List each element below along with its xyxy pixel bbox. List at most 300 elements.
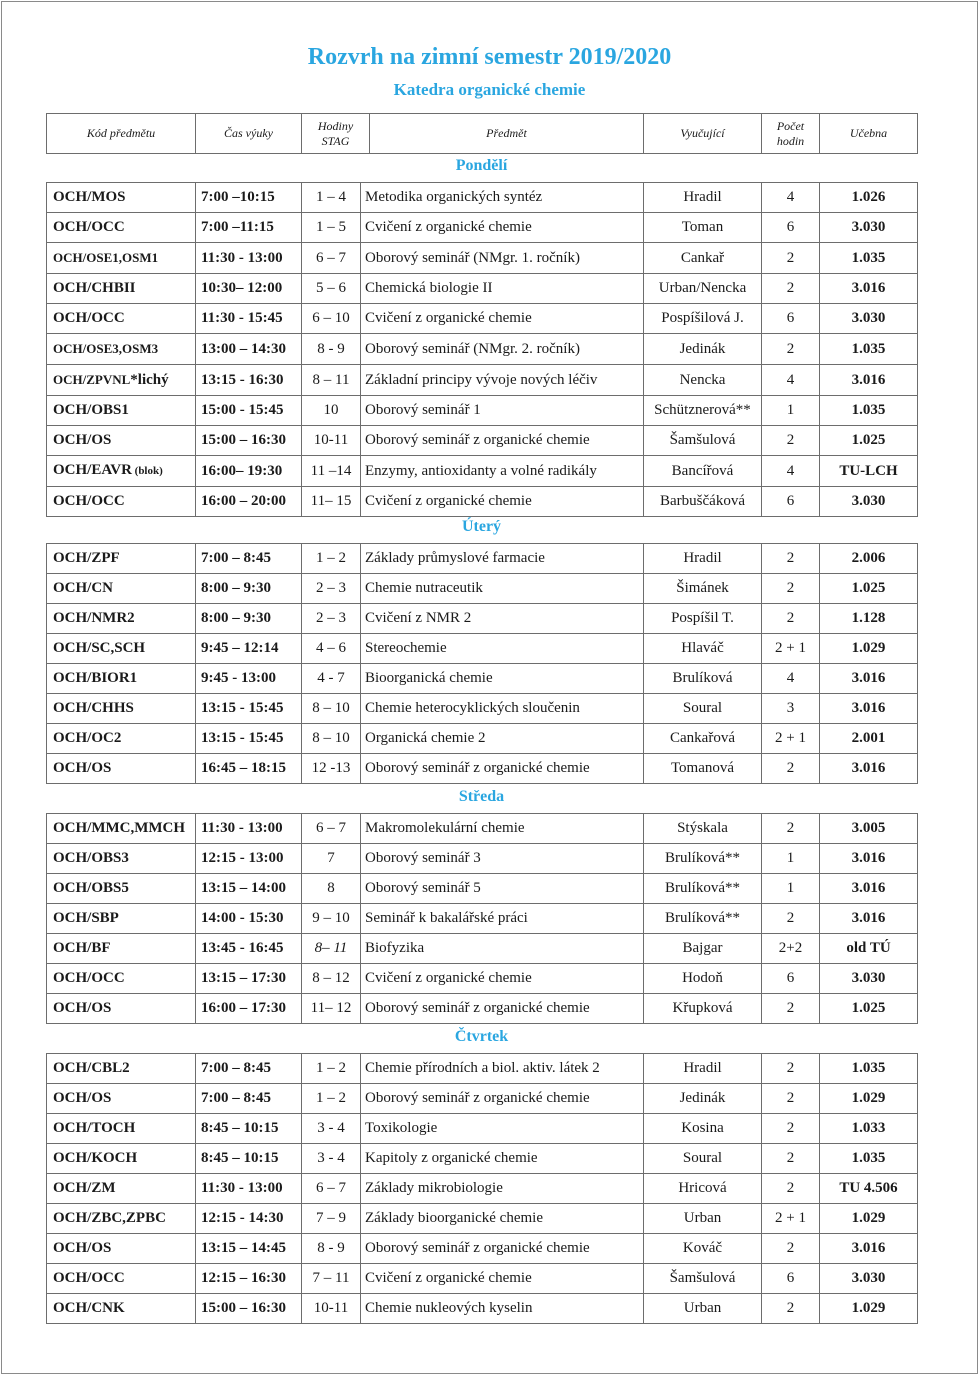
cell-count: 2 (762, 544, 820, 574)
cell-count: 6 (762, 304, 820, 334)
cell-room: 1.035 (820, 1054, 918, 1084)
cell-code (47, 874, 196, 904)
header-teacher: Vyučující (644, 114, 762, 154)
cell-stag: 10-11 (302, 1294, 361, 1324)
course-code: OCH/SC,SCH (53, 640, 146, 656)
cell-room: 3.016 (820, 904, 918, 934)
course-code: OCH/OBS3 (53, 850, 129, 866)
course-code: OCH/OSE3,OSM3 (53, 341, 159, 356)
cell-stag: 4 – 6 (302, 634, 361, 664)
cell-room: 2.006 (820, 544, 918, 574)
cell-teacher: Šimánek (644, 574, 762, 604)
table-row (47, 694, 918, 724)
cell-stag: 8 - 9 (302, 1234, 361, 1264)
cell-room: 1.035 (820, 396, 918, 426)
cell-stag: 1 – 4 (302, 183, 361, 213)
cell-count: 2 (762, 1234, 820, 1264)
cell-count: 2 (762, 994, 820, 1024)
cell-time: 13:00 – 14:30 (196, 334, 302, 365)
cell-time: 8:45 – 10:15 (196, 1114, 302, 1144)
cell-stag: 3 - 4 (302, 1144, 361, 1174)
cell-time: 13:15 – 17:30 (196, 964, 302, 994)
cell-count: 6 (762, 1264, 820, 1294)
cell-time: 16:45 – 18:15 (196, 754, 302, 784)
course-code: OCH/OS (53, 1090, 112, 1106)
cell-stag: 4 - 7 (302, 664, 361, 694)
cell-time: 7:00 – 8:45 (196, 1054, 302, 1084)
cell-code (47, 844, 196, 874)
cell-stag: 8 – 10 (302, 724, 361, 754)
course-code: OCH/CN (53, 580, 113, 596)
cell-stag: 2 – 3 (302, 604, 361, 634)
cell-room: 1.035 (820, 1144, 918, 1174)
course-code: OCH/NMR2 (53, 610, 135, 626)
cell-subject: Oborový seminář (NMgr. 1. ročník) (361, 243, 644, 274)
cell-teacher: Bancířová (644, 456, 762, 487)
cell-code (47, 1234, 196, 1264)
cell-count: 2 (762, 1294, 820, 1324)
cell-subject: Oborový seminář z organické chemie (361, 1234, 644, 1264)
cell-teacher: Jedinák (644, 334, 762, 365)
page-title: Rozvrh na zimní semestr 2019/2020 (307, 44, 672, 70)
table-row (47, 1174, 918, 1204)
course-code: OCH/OS (53, 760, 112, 776)
cell-room: 3.030 (820, 1264, 918, 1294)
cell-stag: 7 – 11 (302, 1264, 361, 1294)
course-code: OCH/OCC (53, 310, 125, 326)
cell-subject: Oborový seminář 1 (361, 396, 644, 426)
course-code: OCH/OS (53, 1000, 112, 1016)
cell-room: old TÚ (820, 934, 918, 964)
cell-count: 2 + 1 (762, 724, 820, 754)
cell-count: 2 (762, 1174, 820, 1204)
cell-count: 2 (762, 754, 820, 784)
cell-teacher: Jedinák (644, 1084, 762, 1114)
cell-room: 1.025 (820, 994, 918, 1024)
cell-teacher: Hradil (644, 183, 762, 213)
cell-count: 2+2 (762, 934, 820, 964)
cell-time: 14:00 - 15:30 (196, 904, 302, 934)
course-code: OCH/OBS1 (53, 402, 129, 418)
cell-teacher: Brulíková** (644, 904, 762, 934)
cell-code (47, 694, 196, 724)
course-code: OCH/OCC (53, 219, 125, 235)
header-code: Kód předmětu (47, 114, 196, 154)
course-code: OCH/ZBC,ZPBC (53, 1210, 166, 1226)
cell-count: 2 (762, 334, 820, 365)
cell-subject: Oborový seminář z organické chemie (361, 994, 644, 1024)
cell-code (47, 365, 196, 396)
cell-time: 7:00 –11:15 (196, 213, 302, 243)
cell-subject: Bioorganická chemie (361, 664, 644, 694)
cell-code (47, 754, 196, 784)
cell-code (47, 604, 196, 634)
cell-teacher: Hlaváč (644, 634, 762, 664)
cell-teacher: Soural (644, 694, 762, 724)
cell-time: 13:15 - 15:45 (196, 724, 302, 754)
day-heading: Úterý (461, 518, 502, 535)
course-code: OCH/BF (53, 940, 111, 956)
cell-teacher: Barbuščáková (644, 487, 762, 517)
table-row (47, 243, 918, 274)
cell-subject: Základy bioorganické chemie (361, 1204, 644, 1234)
cell-stag: 8 - 9 (302, 334, 361, 365)
cell-subject: Cvičení z NMR 2 (361, 604, 644, 634)
table-row (47, 844, 918, 874)
header-count-line2: hodin (776, 133, 805, 148)
cell-time: 12:15 – 16:30 (196, 1264, 302, 1294)
course-code: OCH/ZPF (53, 550, 120, 566)
cell-subject: Oborový seminář z organické chemie (361, 754, 644, 784)
cell-time: 13:15 - 15:45 (196, 694, 302, 724)
cell-teacher: Tomanová (644, 754, 762, 784)
cell-time: 8:00 – 9:30 (196, 574, 302, 604)
cell-stag: 6 – 10 (302, 304, 361, 334)
course-code: OCH/ZM (53, 1180, 116, 1196)
cell-subject: Základy mikrobiologie (361, 1174, 644, 1204)
cell-subject: Základy průmyslové farmacie (361, 544, 644, 574)
cell-code (47, 544, 196, 574)
cell-count: 2 + 1 (762, 1204, 820, 1234)
cell-subject: Enzymy, antioxidanty a volné radikály (361, 456, 644, 487)
cell-time: 7:00 –10:15 (196, 183, 302, 213)
cell-teacher: Brulíková** (644, 874, 762, 904)
table-row (47, 964, 918, 994)
cell-room: 3.016 (820, 274, 918, 304)
cell-code (47, 1114, 196, 1144)
course-code: OCH/OS (53, 1240, 112, 1256)
table-row (47, 1084, 918, 1114)
cell-subject: Stereochemie (361, 634, 644, 664)
cell-time: 13:45 - 16:45 (196, 934, 302, 964)
cell-time: 9:45 – 12:14 (196, 634, 302, 664)
cell-teacher: Hricová (644, 1174, 762, 1204)
cell-count: 2 (762, 243, 820, 274)
cell-stag: 7 – 9 (302, 1204, 361, 1234)
table-row (47, 1054, 918, 1084)
cell-subject: Cvičení z organické chemie (361, 964, 644, 994)
cell-subject: Chemie přírodních a biol. aktiv. látek 2 (361, 1054, 644, 1084)
cell-room: 1.029 (820, 1294, 918, 1324)
cell-stag: 10 (302, 396, 361, 426)
cell-count: 2 (762, 1084, 820, 1114)
cell-code (47, 724, 196, 754)
course-code: OCH/OC2 (53, 730, 122, 746)
cell-code (47, 396, 196, 426)
cell-teacher: Hradil (644, 1054, 762, 1084)
cell-room: 1.029 (820, 1204, 918, 1234)
course-code-note: *lichý (130, 372, 169, 388)
cell-subject: Kapitoly z organické chemie (361, 1144, 644, 1174)
course-code: OCH/CNK (53, 1300, 125, 1316)
cell-time: 9:45 - 13:00 (196, 664, 302, 694)
cell-teacher: Schütznerová** (644, 396, 762, 426)
table-row (47, 1144, 918, 1174)
cell-subject: Chemie nukleových kyselin (361, 1294, 644, 1324)
table-row (47, 1234, 918, 1264)
cell-count: 2 + 1 (762, 634, 820, 664)
cell-code (47, 1294, 196, 1324)
cell-time: 12:15 - 13:00 (196, 844, 302, 874)
cell-room: 1.035 (820, 334, 918, 365)
table-row (47, 874, 918, 904)
cell-room: 1.033 (820, 1114, 918, 1144)
cell-code (47, 243, 196, 274)
cell-code (47, 183, 196, 213)
header-room: Učebna (820, 114, 918, 154)
cell-count: 2 (762, 1114, 820, 1144)
schedule-header (46, 113, 918, 154)
table-row (47, 1264, 918, 1294)
cell-count: 6 (762, 213, 820, 243)
cell-stag: 11 –14 (302, 456, 361, 487)
cell-teacher: Urban/Nencka (644, 274, 762, 304)
cell-stag: 6 – 7 (302, 243, 361, 274)
day-table (46, 813, 918, 1024)
cell-room: 3.030 (820, 213, 918, 243)
cell-time: 13:15 – 14:45 (196, 1234, 302, 1264)
course-code: OCH/CHHS (53, 700, 134, 716)
cell-stag: 8 – 12 (302, 964, 361, 994)
cell-time: 13:15 – 14:00 (196, 874, 302, 904)
cell-teacher: Křupková (644, 994, 762, 1024)
cell-stag: 1 – 2 (302, 1054, 361, 1084)
cell-teacher: Urban (644, 1204, 762, 1234)
cell-stag: 8 – 10 (302, 694, 361, 724)
cell-room: 1.035 (820, 243, 918, 274)
table-row (47, 574, 918, 604)
cell-room: 1.025 (820, 574, 918, 604)
table-row (47, 1204, 918, 1234)
cell-room: 1.029 (820, 1084, 918, 1114)
cell-subject: Cvičení z organické chemie (361, 304, 644, 334)
cell-subject: Biofyzika (361, 934, 644, 964)
cell-code (47, 334, 196, 365)
cell-subject: Oborový seminář 3 (361, 844, 644, 874)
cell-stag: 1 – 2 (302, 544, 361, 574)
cell-time: 15:00 – 16:30 (196, 1294, 302, 1324)
cell-count: 4 (762, 456, 820, 487)
cell-code (47, 634, 196, 664)
cell-time: 15:00 – 16:30 (196, 426, 302, 456)
course-code: OCH/BIOR1 (53, 670, 138, 686)
cell-teacher: Toman (644, 213, 762, 243)
cell-time: 8:00 – 9:30 (196, 604, 302, 634)
cell-room: 3.016 (820, 1234, 918, 1264)
cell-time: 11:30 - 13:00 (196, 814, 302, 844)
course-code: OCH/OCC (53, 1270, 125, 1286)
header-hours-stag-line1: Hodiny (317, 118, 354, 133)
cell-subject: Metodika organických syntéz (361, 183, 644, 213)
cell-subject: Cvičení z organické chemie (361, 213, 644, 243)
course-code: OCH/MOS (53, 189, 126, 205)
header-subject: Předmět (370, 114, 644, 154)
course-code: OCH/OCC (53, 493, 125, 509)
table-row (47, 544, 918, 574)
cell-count: 4 (762, 664, 820, 694)
cell-stag: 1 – 2 (302, 1084, 361, 1114)
cell-stag: 2 – 3 (302, 574, 361, 604)
cell-subject: Cvičení z organické chemie (361, 487, 644, 517)
cell-code (47, 1144, 196, 1174)
cell-time: 8:45 – 10:15 (196, 1144, 302, 1174)
cell-room: 3.016 (820, 844, 918, 874)
cell-count: 2 (762, 1144, 820, 1174)
cell-count: 2 (762, 1054, 820, 1084)
header-hours-stag-line2: STAG (321, 133, 350, 148)
page-subtitle: Katedra organické chemie (393, 80, 586, 99)
table-row (47, 814, 918, 844)
cell-count: 6 (762, 487, 820, 517)
course-code: OCH/MMC,MMCH (53, 820, 186, 836)
cell-code (47, 1264, 196, 1294)
cell-teacher: Šamšulová (644, 426, 762, 456)
table-row (47, 487, 918, 517)
cell-stag: 1 – 5 (302, 213, 361, 243)
table-row (47, 365, 918, 396)
course-code: OCH/OBS5 (53, 880, 129, 896)
cell-count: 6 (762, 964, 820, 994)
cell-count: 2 (762, 426, 820, 456)
cell-room: 3.030 (820, 304, 918, 334)
cell-code (47, 934, 196, 964)
cell-stag: 8– 11 (302, 934, 361, 964)
schedule-page (1, 1, 978, 1374)
table-row (47, 724, 918, 754)
cell-time: 15:00 - 15:45 (196, 396, 302, 426)
cell-time: 7:00 – 8:45 (196, 1084, 302, 1114)
cell-time: 11:30 - 13:00 (196, 243, 302, 274)
course-code: OCH/OS (53, 432, 112, 448)
cell-code (47, 904, 196, 934)
cell-count: 2 (762, 274, 820, 304)
header-time: Čas výuky (196, 114, 302, 154)
cell-teacher: Pospíšil T. (644, 604, 762, 634)
day-table (46, 543, 918, 784)
header-count-line1: Počet (776, 118, 805, 133)
cell-code (47, 994, 196, 1024)
table-row (47, 634, 918, 664)
cell-subject: Toxikologie (361, 1114, 644, 1144)
cell-teacher: Brulíková (644, 664, 762, 694)
cell-stag: 8 – 11 (302, 365, 361, 396)
cell-code (47, 964, 196, 994)
cell-subject: Oborový seminář (NMgr. 2. ročník) (361, 334, 644, 365)
cell-subject: Organická chemie 2 (361, 724, 644, 754)
cell-time: 16:00 – 17:30 (196, 994, 302, 1024)
cell-subject: Základní principy vývoje nových léčiv (361, 365, 644, 396)
cell-time: 16:00– 19:30 (196, 456, 302, 487)
cell-room: 3.016 (820, 754, 918, 784)
day-table (46, 182, 918, 517)
cell-code (47, 456, 196, 487)
cell-stag: 9 – 10 (302, 904, 361, 934)
cell-count: 3 (762, 694, 820, 724)
cell-teacher: Hodoň (644, 964, 762, 994)
cell-teacher: Pospíšilová J. (644, 304, 762, 334)
course-code: OCH/SBP (53, 910, 119, 926)
cell-teacher: Šamšulová (644, 1264, 762, 1294)
cell-code (47, 426, 196, 456)
cell-count: 2 (762, 574, 820, 604)
table-row (47, 396, 918, 426)
cell-teacher: Kosina (644, 1114, 762, 1144)
table-row (47, 304, 918, 334)
cell-code (47, 274, 196, 304)
day-heading: Středa (458, 788, 505, 805)
cell-room: 3.016 (820, 664, 918, 694)
cell-count: 2 (762, 904, 820, 934)
table-row (47, 456, 918, 487)
day-heading: Pondělí (455, 157, 508, 174)
cell-teacher: Cankař (644, 243, 762, 274)
course-code: OCH/CBL2 (53, 1060, 130, 1076)
cell-count: 1 (762, 874, 820, 904)
cell-code (47, 213, 196, 243)
cell-room: 1.029 (820, 634, 918, 664)
cell-stag: 6 – 7 (302, 814, 361, 844)
cell-teacher: Brulíková** (644, 844, 762, 874)
cell-code (47, 487, 196, 517)
cell-room: 2.001 (820, 724, 918, 754)
cell-room: 3.016 (820, 694, 918, 724)
cell-code (47, 574, 196, 604)
cell-code (47, 304, 196, 334)
cell-subject: Chemie nutraceutik (361, 574, 644, 604)
cell-room: 3.005 (820, 814, 918, 844)
cell-subject: Chemie heterocyklických sloučenin (361, 694, 644, 724)
cell-subject: Cvičení z organické chemie (361, 1264, 644, 1294)
cell-teacher: Urban (644, 1294, 762, 1324)
cell-teacher: Kováč (644, 1234, 762, 1264)
cell-code (47, 1174, 196, 1204)
table-row (47, 1114, 918, 1144)
cell-time: 12:15 - 14:30 (196, 1204, 302, 1234)
table-row (47, 183, 918, 213)
cell-code (47, 814, 196, 844)
course-code: OCH/OSE1,OSM1 (53, 250, 159, 265)
course-code: OCH/ZPVNL (53, 372, 131, 387)
cell-count: 4 (762, 365, 820, 396)
cell-teacher: Cankařová (644, 724, 762, 754)
cell-stag: 11– 12 (302, 994, 361, 1024)
cell-room: 1.026 (820, 183, 918, 213)
table-row (47, 754, 918, 784)
cell-room: 3.030 (820, 487, 918, 517)
cell-time: 11:30 - 15:45 (196, 304, 302, 334)
cell-teacher: Nencka (644, 365, 762, 396)
table-row (47, 604, 918, 634)
cell-count: 2 (762, 604, 820, 634)
cell-stag: 12 -13 (302, 754, 361, 784)
cell-subject: Chemická biologie II (361, 274, 644, 304)
cell-stag: 5 – 6 (302, 274, 361, 304)
course-code-note: (blok) (131, 465, 163, 477)
table-row (47, 934, 918, 964)
cell-time: 10:30– 12:00 (196, 274, 302, 304)
cell-teacher: Hradil (644, 544, 762, 574)
cell-room: TU 4.506 (820, 1174, 918, 1204)
cell-time: 7:00 – 8:45 (196, 544, 302, 574)
cell-time: 13:15 - 16:30 (196, 365, 302, 396)
cell-stag: 7 (302, 844, 361, 874)
day-heading: Čtvrtek (454, 1028, 509, 1045)
header-hours-stag (302, 114, 370, 154)
cell-subject: Oborový seminář z organické chemie (361, 1084, 644, 1114)
cell-time: 11:30 - 13:00 (196, 1174, 302, 1204)
cell-room: 1.128 (820, 604, 918, 634)
table-row (47, 426, 918, 456)
